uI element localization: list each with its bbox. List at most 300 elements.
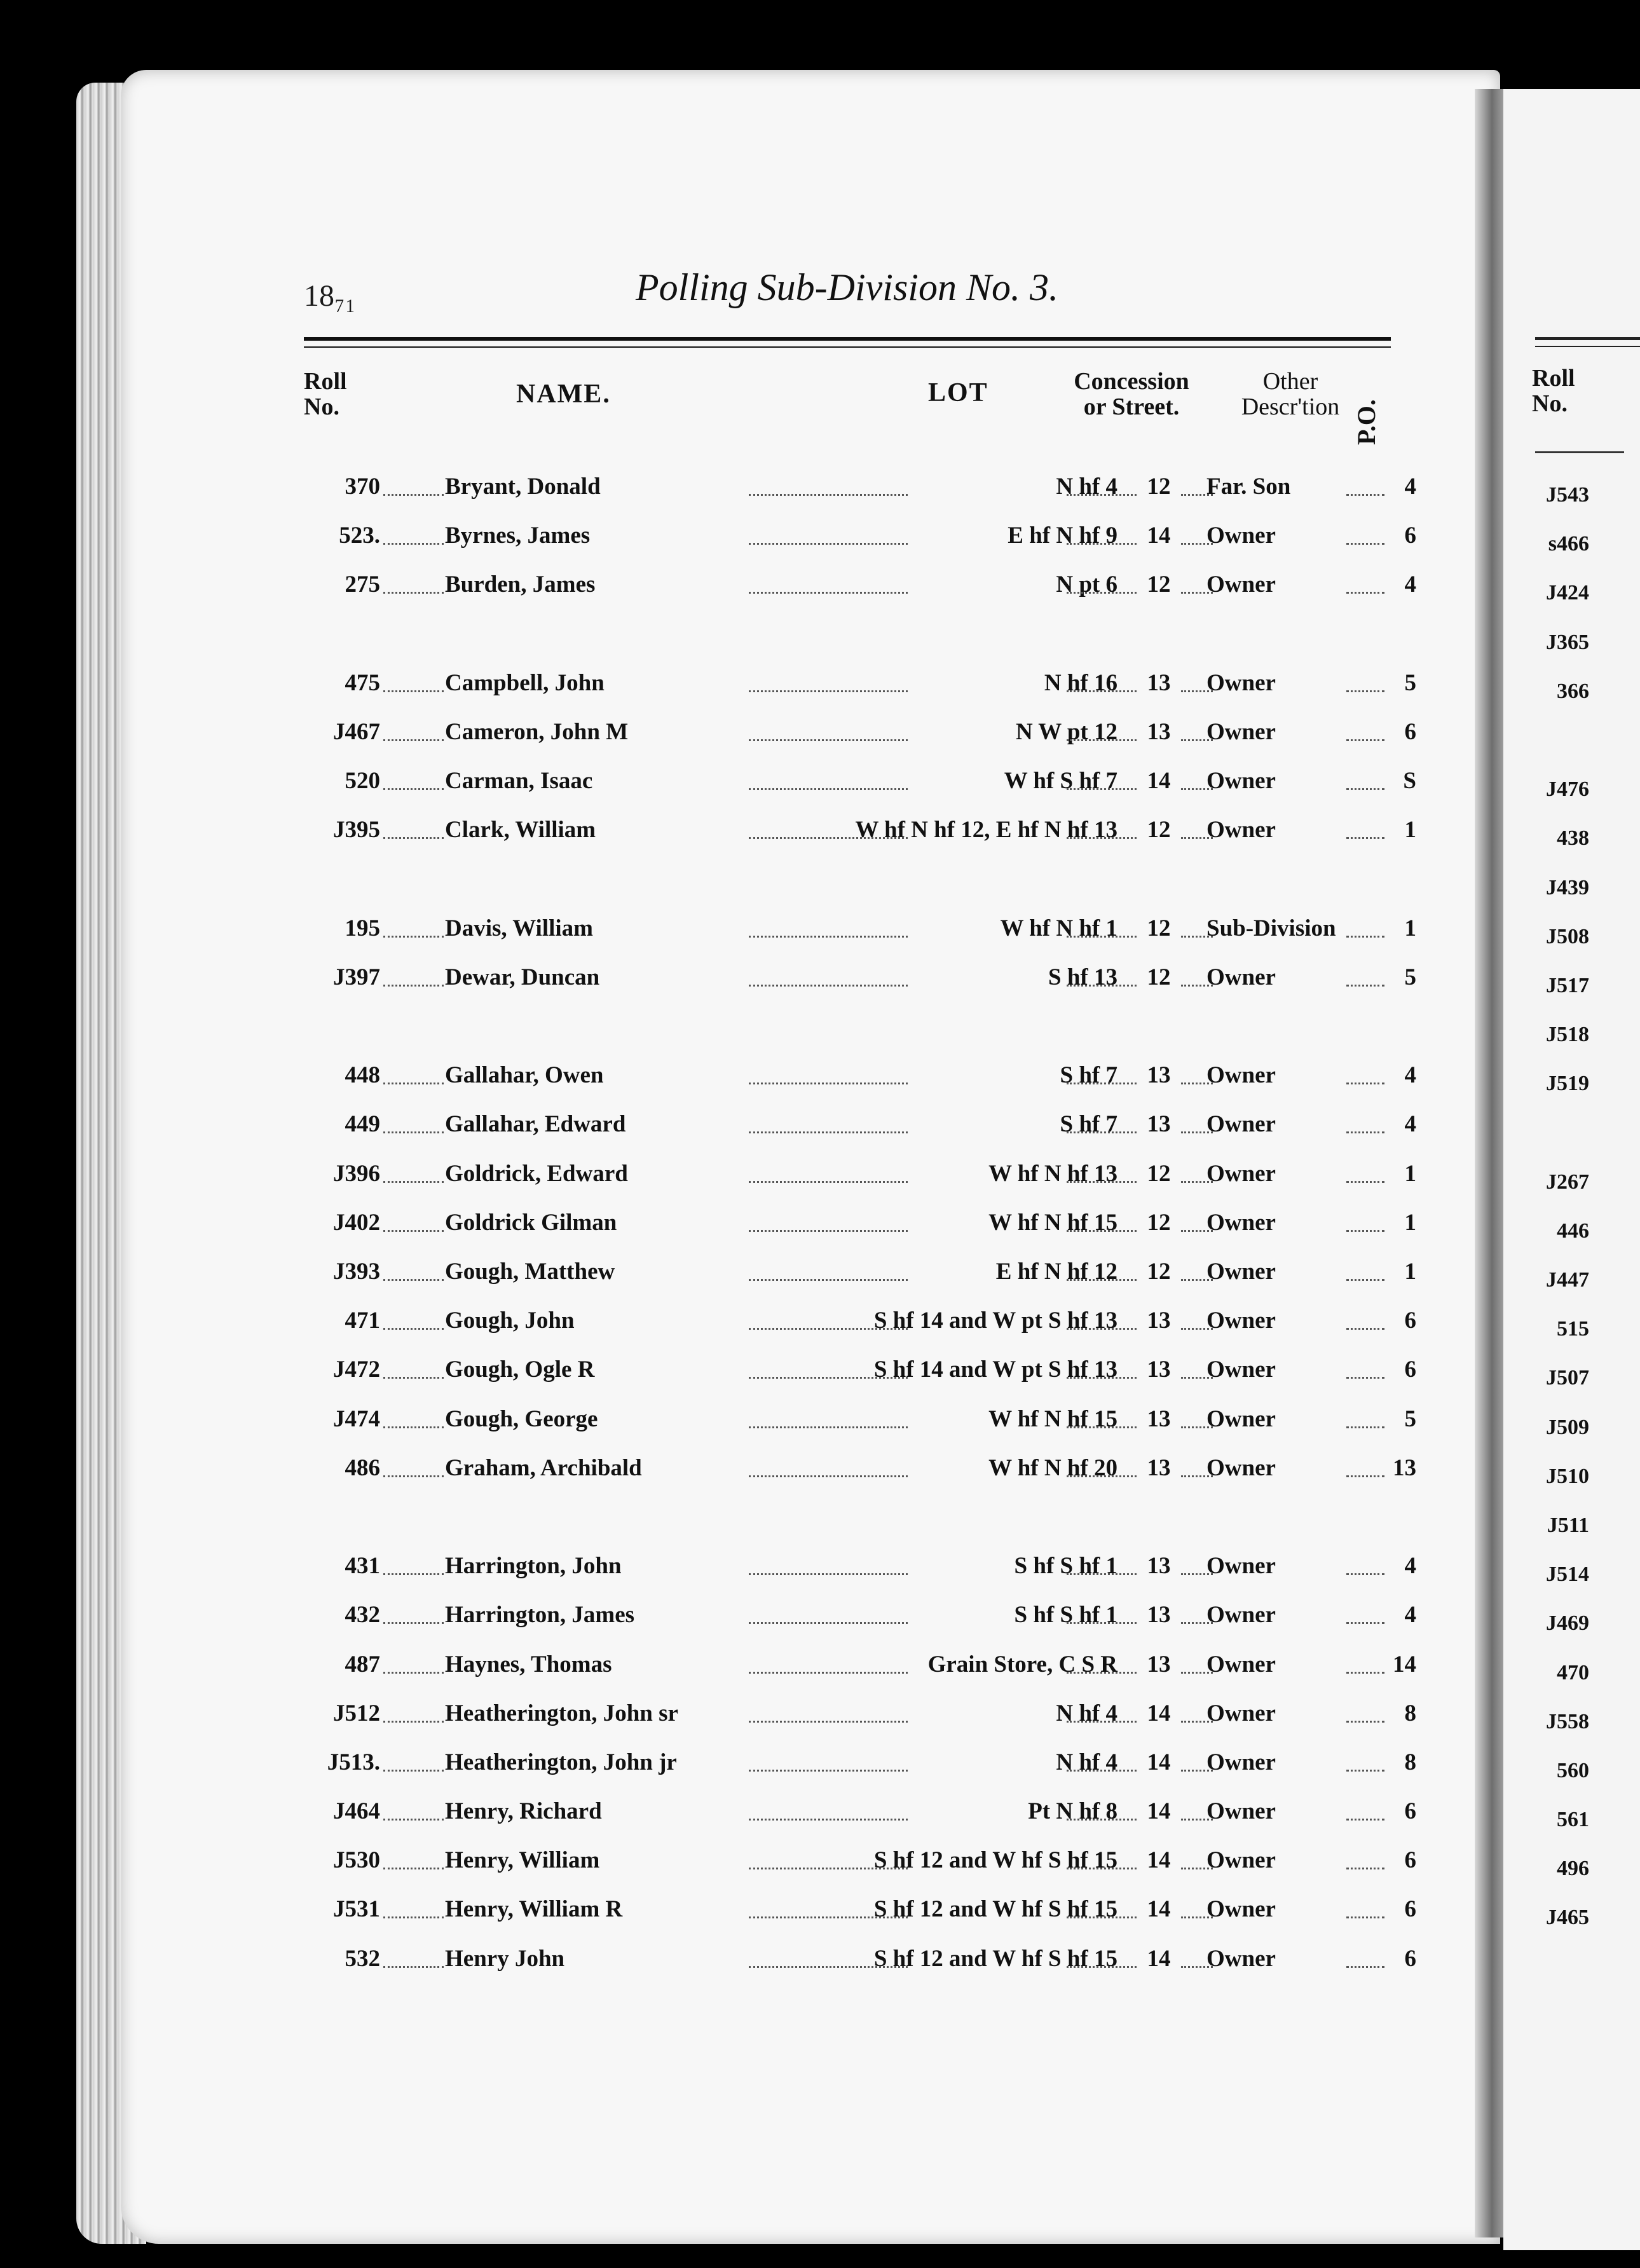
dot-leader [1067,1770,1137,1772]
lot-description: W hf N hf 1 [1000,915,1117,941]
dot-leader [1067,788,1137,790]
dot-leader [1067,1131,1137,1133]
dot-leader [1181,788,1213,790]
dot-leader [749,592,908,594]
roll-number: J464 [333,1798,380,1825]
other-description: Owner [1206,1602,1276,1629]
dot-leader [749,1573,908,1575]
dot-leader [383,739,444,741]
concession-number: 13 [1147,1111,1171,1138]
roll-number: J397 [333,964,380,990]
voter-name: Graham, Archibald [445,1454,642,1481]
post-office-number: 8 [1404,1700,1416,1726]
dot-leader [383,1721,444,1723]
post-office-number: 14 [1393,1651,1416,1677]
dot-leader [383,1573,444,1575]
table-row [304,707,1423,756]
other-description: Far. Son [1206,474,1291,500]
other-description: Owner [1206,1209,1276,1236]
concession-number: 12 [1147,1209,1171,1236]
facing-page-roll-number: 560 [1557,1758,1589,1782]
concession-number: 13 [1147,1651,1171,1677]
post-office-number: 6 [1404,718,1416,745]
roll-number: 486 [345,1454,380,1481]
roll-number: 195 [345,915,380,941]
dot-leader [1346,739,1384,741]
roll-number: 370 [345,474,380,500]
concession-number: 13 [1147,1356,1171,1383]
dot-leader [1181,1181,1213,1183]
roll-number: 471 [345,1308,380,1334]
facing-page-roll-number: J517 [1546,973,1589,997]
voter-name: Henry, William [445,1847,600,1874]
post-office-number: S [1403,768,1416,795]
post-office-number: 6 [1404,523,1416,549]
dot-leader [749,1328,908,1330]
concession-number: 13 [1147,718,1171,745]
facing-page-roll-number: J267 [1546,1170,1589,1194]
dot-leader [1181,1426,1213,1428]
dot-leader [1346,837,1384,839]
dot-leader [1181,592,1213,594]
table-row [304,1444,1423,1493]
concession-number: 12 [1147,915,1171,941]
dot-leader [383,1083,444,1084]
voter-name: Davis, William [445,915,594,941]
table-row [304,560,1423,609]
column-header-lot: LOT [928,378,988,407]
roll-number: J393 [333,1259,380,1285]
dot-leader [383,1819,444,1821]
lot-description: S hf S hf 1 [1014,1602,1117,1629]
table-row [304,1590,1423,1639]
dot-leader [1346,936,1384,938]
lot-description: W hf N hf 12, E hf N hf 13 [855,817,1117,844]
lot-description: W hf N hf 15 [988,1405,1117,1432]
dot-leader [749,985,908,987]
concession-number: 14 [1147,523,1171,549]
dot-leader [1346,1328,1384,1330]
dot-leader [1181,1377,1213,1379]
table-row [304,1345,1423,1394]
dot-leader [1346,1279,1384,1281]
dot-leader [1067,936,1137,938]
table-row [304,1738,1423,1787]
row-spacer [304,855,1423,904]
lot-description: W hf S hf 7 [1004,768,1117,795]
concession-number: 12 [1147,1259,1171,1285]
voter-name: Gough, Matthew [445,1259,615,1285]
dot-leader [749,1426,908,1428]
page-title: Polling Sub-Division No. 3. [636,266,1058,308]
concession-number: 13 [1147,1308,1171,1334]
dot-leader [1346,1721,1384,1723]
concession-number: 12 [1147,817,1171,844]
roll-number: 487 [345,1651,380,1677]
dot-leader [1181,739,1213,741]
dot-leader [749,739,908,741]
dot-leader [749,690,908,692]
voter-name: Cameron, John M [445,718,629,745]
dot-leader [383,1966,444,1968]
lot-description: S hf 12 and W hf S hf 15 [873,1896,1117,1923]
other-description: Owner [1206,1553,1276,1580]
facing-page-roll-number: 496 [1557,1857,1589,1881]
voter-name: Henry, William R [445,1896,623,1923]
dot-leader [383,1131,444,1133]
concession-number: 14 [1147,1749,1171,1775]
voter-name: Goldrick, Edward [445,1160,628,1187]
table-row [304,1296,1423,1345]
dot-leader [383,1868,444,1869]
dot-leader [383,1377,444,1379]
other-description: Owner [1206,1651,1276,1677]
roll-number: J474 [333,1405,380,1432]
post-office-number: 6 [1404,1356,1416,1383]
concession-number: 13 [1147,669,1171,696]
table-row [304,1051,1423,1100]
voter-name: Gallahar, Owen [445,1062,604,1089]
lot-description: S hf 12 and W hf S hf 15 [873,1945,1117,1972]
dot-leader [383,1770,444,1772]
facing-page-rule [1535,337,1640,340]
voter-name: Gough, John [445,1308,575,1334]
table-row [304,756,1423,805]
dot-leader [749,936,908,938]
post-office-number: 4 [1404,1062,1416,1089]
dot-leader [749,1083,908,1084]
dot-leader [1346,1672,1384,1674]
dot-leader [749,1868,908,1869]
post-office-number: 5 [1404,669,1416,696]
dot-leader [1346,494,1384,496]
dot-leader [1346,1426,1384,1428]
dot-leader [383,1916,444,1918]
concession-number: 14 [1147,1798,1171,1825]
dot-leader [383,494,444,496]
facing-page-roll-number: J476 [1546,777,1589,802]
voter-name: Gough, Ogle R [445,1356,595,1383]
facing-page-roll-number: J518 [1546,1023,1589,1047]
voter-name: Bryant, Donald [445,474,601,500]
table-row [304,1836,1423,1885]
facing-page-roll-number: J509 [1546,1415,1589,1439]
dot-leader [383,985,444,987]
post-office-number: 5 [1404,964,1416,990]
roll-number: 275 [345,571,380,598]
column-header-name: NAME. [516,379,611,409]
dot-leader [1181,1622,1213,1624]
concession-number: 12 [1147,474,1171,500]
concession-number: 14 [1147,1896,1171,1923]
dot-leader [1067,1966,1137,1968]
voter-name: Carman, Isaac [445,768,593,795]
dot-leader [749,543,908,545]
dot-leader [1181,494,1213,496]
roll-number: 520 [345,768,380,795]
dot-leader [1181,1672,1213,1674]
page-number: 18₇₁ [304,279,356,313]
facing-page-roll-number: J439 [1546,875,1589,899]
dot-leader [749,1622,908,1624]
dot-leader [1181,1083,1213,1084]
lot-description: S hf 14 and W pt S hf 13 [873,1308,1117,1334]
facing-page-roll-number: J558 [1546,1709,1589,1733]
lot-description: S hf S hf 1 [1014,1553,1117,1580]
other-description: Owner [1206,718,1276,745]
dot-leader [749,1131,908,1133]
dot-leader [1067,1672,1137,1674]
concession-number: 13 [1147,1405,1171,1432]
dot-leader [1181,690,1213,692]
table-row [304,1689,1423,1738]
roll-number: J513. [327,1749,380,1775]
lot-description: S hf 12 and W hf S hf 15 [873,1847,1117,1874]
dot-leader [1346,1916,1384,1918]
lot-description: S hf 13 [1048,964,1117,990]
roll-number: 432 [345,1602,380,1629]
other-description: Owner [1206,1062,1276,1089]
dot-leader [1346,1230,1384,1232]
post-office-number: 6 [1404,1308,1416,1334]
voter-name: Gough, George [445,1405,598,1432]
dot-leader [383,592,444,594]
dot-leader [749,1230,908,1232]
other-description: Owner [1206,1160,1276,1187]
voter-name: Burden, James [445,571,596,598]
roll-number: 523. [339,523,380,549]
roll-number: J530 [333,1847,380,1874]
dot-leader [1067,1573,1137,1575]
table-row [304,1885,1423,1934]
dot-leader [383,1672,444,1674]
facing-page-roll-header: Roll No. [1532,365,1575,417]
dot-leader [1181,1721,1213,1723]
post-office-number: 1 [1404,1259,1416,1285]
dot-leader [1181,985,1213,987]
dot-leader [749,1819,908,1821]
facing-page-rule-thin [1535,346,1640,347]
voter-name: Byrnes, James [445,523,591,549]
dot-leader [1067,1475,1137,1477]
column-header-concession: Concession or Street. [1074,368,1189,420]
dot-leader [1067,1426,1137,1428]
dot-leader [1346,1868,1384,1869]
dot-leader [383,837,444,839]
post-office-number: 13 [1393,1454,1416,1481]
post-office-number: 1 [1404,1209,1416,1236]
voter-name: Henry John [445,1945,565,1972]
table-row [304,462,1423,511]
lot-description: N W pt 12 [1015,718,1117,745]
post-office-number: 4 [1404,1553,1416,1580]
row-spacer [304,1002,1423,1051]
facing-page-roll-number [1503,716,1640,765]
roll-number: 431 [345,1553,380,1580]
other-description: Owner [1206,1896,1276,1923]
table-row [304,1640,1423,1689]
dot-leader [749,1377,908,1379]
dot-leader [383,1622,444,1624]
facing-page-roll-number: 470 [1557,1660,1589,1684]
dot-leader [1181,1916,1213,1918]
dot-leader [1067,1819,1137,1821]
lot-description: E hf N hf 9 [1008,523,1117,549]
table-row [304,659,1423,707]
table-row [304,1934,1423,1983]
dot-leader [1346,592,1384,594]
dot-leader [749,837,908,839]
voter-name: Goldrick Gilman [445,1209,617,1236]
lot-description: S hf 14 and W pt S hf 13 [873,1356,1117,1383]
table-row [304,1247,1423,1296]
concession-number: 13 [1147,1454,1171,1481]
concession-number: 12 [1147,1160,1171,1187]
dot-leader [383,1230,444,1232]
dot-leader [1346,788,1384,790]
lot-description: N pt 6 [1056,571,1117,598]
dot-leader [1067,690,1137,692]
roll-number: J531 [333,1896,380,1923]
dot-leader [1067,1377,1137,1379]
other-description: Owner [1206,1111,1276,1138]
lot-description: N hf 4 [1056,474,1117,500]
header-rule-thin [304,346,1391,348]
voter-name: Clark, William [445,817,596,844]
voter-name: Heatherington, John sr [445,1700,678,1726]
dot-leader [1346,1475,1384,1477]
concession-number: 14 [1147,1945,1171,1972]
dot-leader [749,1672,908,1674]
facing-page-roll-number: J508 [1546,924,1589,948]
dot-leader [749,1966,908,1968]
dot-leader [383,936,444,938]
other-description: Owner [1206,1798,1276,1825]
voter-name: Dewar, Duncan [445,964,600,990]
book-gutter [1475,89,1503,2237]
other-description: Owner [1206,1945,1276,1972]
other-description: Owner [1206,1259,1276,1285]
other-description: Owner [1206,1847,1276,1874]
concession-number: 14 [1147,1700,1171,1726]
post-office-number: 6 [1404,1945,1416,1972]
dot-leader [1346,1131,1384,1133]
table-row [304,1198,1423,1247]
dot-leader [1346,985,1384,987]
dot-leader [1181,1966,1213,1968]
dot-leader [1067,1181,1137,1183]
facing-page-roll-number: 366 [1557,679,1589,703]
facing-page-roll-column [1503,470,1640,1943]
table-row [304,1395,1423,1444]
roll-number: J402 [333,1209,380,1236]
lot-description: Grain Store, C S R [927,1651,1117,1677]
dot-leader [1067,1328,1137,1330]
lot-description: W hf N hf 13 [988,1160,1117,1187]
table-row [304,1100,1423,1149]
facing-page-roll-number: 561 [1557,1808,1589,1832]
dot-leader [1067,739,1137,741]
facing-page-roll-number: J447 [1546,1268,1589,1292]
voter-name: Harrington, James [445,1602,635,1629]
concession-number: 12 [1147,571,1171,598]
lot-description: Pt N hf 8 [1028,1798,1117,1825]
post-office-number: 4 [1404,474,1416,500]
row-spacer [304,610,1423,659]
dot-leader [1181,1131,1213,1133]
roll-number: 449 [345,1111,380,1138]
column-header-po: P.O. [1352,399,1381,445]
concession-number: 13 [1147,1602,1171,1629]
dot-leader [1067,1916,1137,1918]
dot-leader [749,1475,908,1477]
voter-name: Campbell, John [445,669,605,696]
other-description: Owner [1206,964,1276,990]
other-description: Owner [1206,1308,1276,1334]
facing-page-roll-number: J469 [1546,1611,1589,1636]
voter-name: Haynes, Thomas [445,1651,612,1677]
facing-page-roll-number [1503,1108,1640,1157]
facing-page-roll-number: J365 [1546,630,1589,654]
facing-page-roll-number: 438 [1557,826,1589,850]
concession-number: 13 [1147,1062,1171,1089]
facing-page-underline [1535,451,1624,453]
roll-number: 532 [345,1945,380,1972]
dot-leader [383,1181,444,1183]
lot-description: N hf 16 [1044,669,1117,696]
other-description: Owner [1206,1749,1276,1775]
dot-leader [1181,837,1213,839]
lot-description: E hf N hf 12 [995,1259,1117,1285]
table-row [304,953,1423,1002]
post-office-number: 1 [1404,915,1416,941]
concession-number: 12 [1147,964,1171,990]
dot-leader [1067,985,1137,987]
post-office-number: 5 [1404,1405,1416,1432]
facing-page-roll-number: J424 [1546,581,1589,605]
dot-leader [1067,837,1137,839]
table-row [304,511,1423,560]
dot-leader [383,690,444,692]
dot-leader [1346,1819,1384,1821]
concession-number: 14 [1147,1847,1171,1874]
voter-name: Heatherington, John jr [445,1749,677,1775]
roll-number: J472 [333,1356,380,1383]
dot-leader [1181,1230,1213,1232]
dot-leader [1067,494,1137,496]
dot-leader [383,788,444,790]
dot-leader [1067,1622,1137,1624]
roll-number: J396 [333,1160,380,1187]
table-row [304,1149,1423,1198]
table-row [304,1541,1423,1590]
facing-page-roll-number: J465 [1546,1906,1589,1930]
other-description: Sub-Division [1206,915,1336,941]
roll-number: 475 [345,669,380,696]
dot-leader [1346,1083,1384,1084]
facing-page-roll-number: J507 [1546,1366,1589,1390]
dot-leader [1181,1770,1213,1772]
dot-leader [749,1721,908,1723]
other-description: Owner [1206,1356,1276,1383]
dot-leader [1067,592,1137,594]
dot-leader [1181,936,1213,938]
post-office-number: 6 [1404,1847,1416,1874]
other-description: Owner [1206,768,1276,795]
dot-leader [1067,1230,1137,1232]
dot-leader [1067,543,1137,545]
table-row [304,1787,1423,1836]
